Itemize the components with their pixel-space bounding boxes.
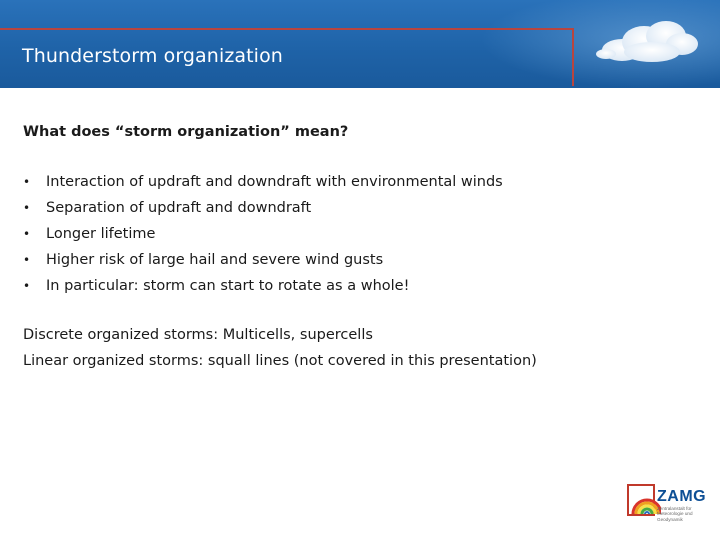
bullet-icon: • bbox=[23, 175, 31, 189]
bullet-text: Higher risk of large hail and severe wind gusts bbox=[46, 252, 384, 268]
question-heading: What does “storm organization” mean? bbox=[23, 124, 349, 140]
list-item bbox=[23, 222, 683, 248]
slide-title: Thunderstorm organization bbox=[22, 45, 283, 67]
list-item bbox=[23, 248, 683, 274]
bullet-text: In particular: storm can start to rotate as a whole! bbox=[46, 278, 410, 294]
bullet-list bbox=[23, 170, 683, 300]
slide-content bbox=[23, 124, 683, 374]
bullet-text: Interaction of updraft and downdraft with environmental winds bbox=[46, 174, 503, 190]
slide-header bbox=[0, 0, 720, 88]
bullet-icon: • bbox=[23, 227, 31, 241]
zamg-logo bbox=[627, 478, 709, 534]
list-item bbox=[23, 170, 683, 196]
bullet-text: Longer lifetime bbox=[46, 226, 156, 242]
summary-block bbox=[23, 322, 683, 374]
logo-wordmark: ZAMG bbox=[657, 488, 707, 505]
logo-subtitle: Zentralanstalt für Meteorologie und Geodynamik bbox=[657, 506, 693, 522]
bullet-text: Separation of updraft and downdraft bbox=[46, 200, 312, 216]
cloud-icon bbox=[592, 14, 704, 70]
list-item bbox=[23, 196, 683, 222]
summary-line-discrete: Discrete organized storms: Multicells, supercells bbox=[23, 327, 373, 343]
bullet-icon: • bbox=[23, 201, 31, 215]
summary-line-linear: Linear organized storms: squall lines (not covered in this presentation) bbox=[23, 353, 537, 369]
bullet-icon: • bbox=[23, 279, 31, 293]
list-item bbox=[23, 274, 683, 300]
bullet-icon: • bbox=[23, 253, 31, 267]
rainbow-logo-icon bbox=[627, 484, 661, 518]
